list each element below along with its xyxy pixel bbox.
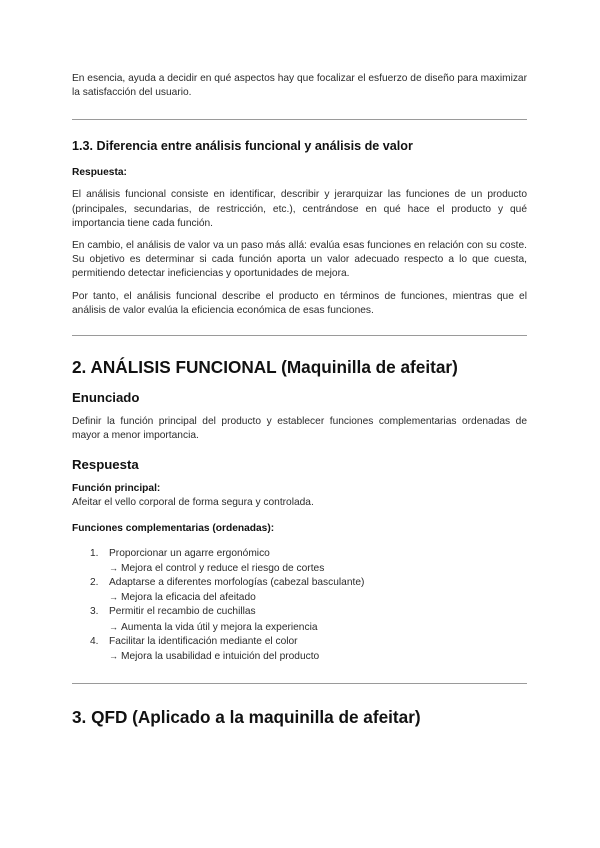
list-item-text: Proporcionar un agarre ergonómico <box>109 547 270 559</box>
section-1-3-title: 1.3. Diferencia entre análisis funcional y análisis de valor <box>72 139 413 154</box>
list-item-text: Adaptarse a diferentes morfologías (cabezal basculante) <box>109 577 365 589</box>
list-item-number: 1. <box>90 547 99 559</box>
paragraph-value-analysis: En cambio, el análisis de valor va un paso más allá: evalúa esas funciones en relación con su coste. Su objetivo es determinar si cada función aporta un valor adecuado respecto a lo que cuesta, permitiendo detectar ineficiencias y oportunidades de mejora. <box>72 240 527 280</box>
complementary-functions-list <box>72 547 527 665</box>
list-item <box>72 547 527 576</box>
list-item-number: 4. <box>90 635 99 647</box>
section-divider <box>72 119 527 120</box>
benefit-text: Mejora el control y reduce el riesgo de cortes <box>121 562 325 574</box>
list-item-benefit <box>109 649 527 664</box>
list-item <box>72 576 527 605</box>
list-item-benefit <box>109 620 527 635</box>
section-divider <box>72 683 527 684</box>
section-divider <box>72 335 527 336</box>
section-3-title: 3. QFD (Aplicado a la maquinilla de afeitar) <box>72 707 421 728</box>
benefit-text: Aumenta la vida útil y mejora la experiencia <box>121 621 318 633</box>
intro-paragraph: En esencia, ayuda a decidir en qué aspectos hay que focalizar el esfuerzo de diseño para maximizar la satisfacción del usuario. <box>72 73 527 99</box>
main-function-text: Afeitar el vello corporal de forma segura y controlada. <box>72 497 314 509</box>
benefit-text: Mejora la eficacia del afeitado <box>121 592 256 604</box>
arrow-right-icon: → <box>109 651 118 662</box>
benefit-text: Mejora la usabilidad e intuición del producto <box>121 651 320 663</box>
list-item-number: 2. <box>90 577 99 589</box>
list-item <box>72 605 527 634</box>
complementary-functions-label: Funciones complementarias (ordenadas): <box>72 522 275 534</box>
arrow-right-icon: → <box>109 562 118 573</box>
list-item-text: Permitir el recambio de cuchillas <box>109 606 256 618</box>
list-item-benefit <box>109 590 527 605</box>
arrow-right-icon: → <box>109 621 118 632</box>
answer-label: Respuesta: <box>72 167 127 179</box>
list-item-text: Facilitar la identificación mediante el color <box>109 635 298 647</box>
paragraph-conclusion: Por tanto, el análisis funcional describe el producto en términos de funciones, mientras que el análisis de valor evalúa la eficiencia económica de esas funciones. <box>72 290 527 316</box>
statement-heading: Enunciado <box>72 390 140 406</box>
arrow-right-icon: → <box>109 592 118 603</box>
paragraph-functional-analysis: El análisis funcional consiste en identificar, describir y jerarquizar las funciones de un producto (principales, secundarias, de restricción, etc.), centrándose en qué hace el producto y qué importancia tiene cada función. <box>72 189 527 229</box>
list-item-benefit <box>109 561 527 576</box>
list-item-number: 3. <box>90 606 99 618</box>
section-2-title: 2. ANÁLISIS FUNCIONAL (Maquinilla de afeitar) <box>72 357 458 378</box>
answer-heading: Respuesta <box>72 457 139 473</box>
list-item <box>72 635 527 664</box>
main-function-label: Función principal: <box>72 483 161 495</box>
statement-paragraph: Definir la función principal del producto y establecer funciones complementarias ordenadas de mayor a menor importancia. <box>72 416 527 442</box>
